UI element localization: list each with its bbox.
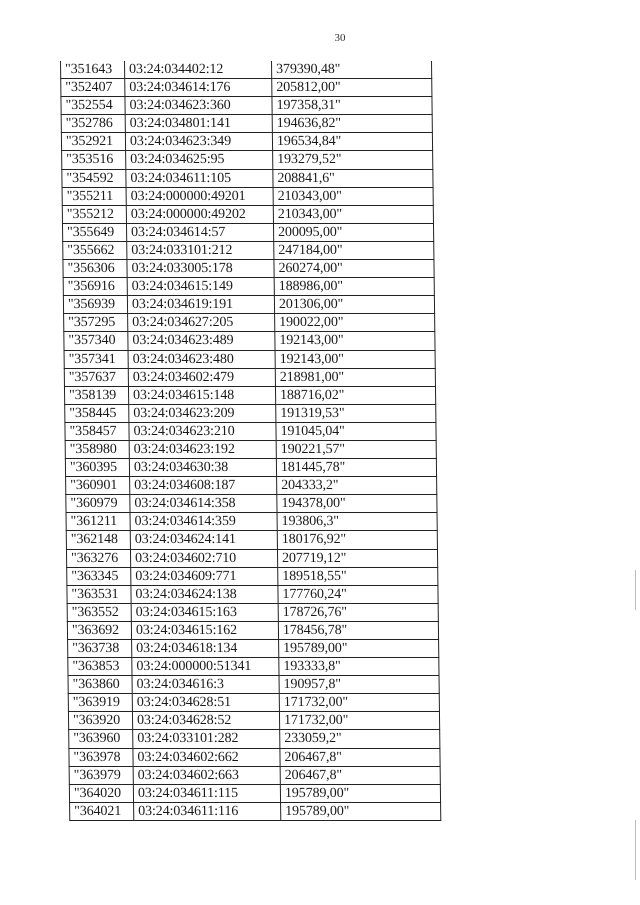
cadastral-number-cell: 03:24:000000:49201: [126, 187, 273, 205]
row-id-cell: "355211: [62, 187, 126, 205]
cadastral-number-cell: 03:24:033101:212: [127, 241, 274, 259]
cadastral-number-cell: 03:24:034623:360: [125, 97, 272, 115]
cadastral-number-cell: 03:24:034628:52: [132, 712, 279, 730]
table-row: [65, 404, 436, 422]
table-row: [63, 260, 434, 278]
table-row: [61, 61, 432, 79]
cadastral-number-cell: 03:24:034618:134: [132, 640, 279, 658]
value-cell: 218981,00": [275, 368, 435, 386]
value-cell: 193806,3": [277, 513, 437, 531]
value-cell: 210343,00": [273, 187, 433, 205]
table-row: [65, 459, 436, 477]
cadastral-number-cell: 03:24:034611:105: [126, 169, 273, 187]
cadastral-number-cell: 03:24:034615:162: [131, 621, 278, 639]
row-id-cell: "364021: [70, 802, 134, 820]
value-cell: 195789,00": [280, 784, 440, 802]
table-row: [66, 531, 437, 549]
row-id-cell: "354592: [62, 169, 126, 187]
cadastral-number-cell: 03:24:034628:51: [132, 694, 279, 712]
row-id-cell: "363978: [69, 748, 133, 766]
value-cell: 207719,12": [277, 549, 437, 567]
row-id-cell: "360901: [66, 477, 130, 495]
row-id-cell: "363860: [68, 676, 132, 694]
table-row: [69, 748, 440, 766]
cadastral-number-cell: 03:24:034615:149: [127, 278, 274, 296]
cadastral-number-cell: 03:24:034627:205: [128, 314, 275, 332]
row-id-cell: "363920: [68, 712, 132, 730]
table-row: [65, 440, 436, 458]
cadastral-number-cell: 03:24:034625:95: [126, 151, 273, 169]
cadastral-number-cell: 03:24:034614:358: [130, 495, 277, 513]
value-cell: 193279,52": [273, 151, 433, 169]
cadastral-number-cell: 03:24:034611:115: [133, 784, 280, 802]
row-id-cell: "363919: [68, 694, 132, 712]
row-id-cell: "357637: [64, 368, 128, 386]
cadastral-number-cell: 03:24:034624:138: [131, 585, 278, 603]
cadastral-number-cell: 03:24:034602:662: [133, 748, 280, 766]
value-cell: 180176,92": [277, 531, 437, 549]
value-cell: 181445,78": [276, 459, 436, 477]
row-id-cell: "352921: [61, 133, 125, 151]
value-cell: 192143,00": [275, 332, 435, 350]
data-table: [60, 61, 441, 821]
row-id-cell: "351643: [61, 61, 125, 79]
value-cell: 190022,00": [275, 314, 435, 332]
cadastral-number-cell: 03:24:034602:710: [130, 549, 277, 567]
table-row: [62, 205, 433, 223]
scan-edge-mark: [635, 820, 636, 880]
table-row: [61, 133, 432, 151]
cadastral-number-cell: 03:24:000000:51341: [132, 658, 279, 676]
value-cell: 196534,84": [272, 133, 432, 151]
table-row: [68, 676, 439, 694]
table-row: [68, 712, 439, 730]
cadastral-number-cell: 03:24:034615:148: [128, 386, 275, 404]
value-cell: 205812,00": [272, 79, 432, 97]
value-cell: 194636,82": [272, 115, 432, 133]
value-cell: 189518,55": [278, 567, 438, 585]
cadastral-number-cell: 03:24:034623:210: [129, 422, 276, 440]
row-id-cell: "361211: [66, 513, 130, 531]
row-id-cell: "356306: [63, 260, 127, 278]
row-id-cell: "355212: [62, 205, 126, 223]
value-cell: 188986,00": [274, 278, 434, 296]
table-row: [69, 784, 440, 802]
cadastral-number-cell: 03:24:034623:192: [129, 440, 276, 458]
value-cell: 197358,31": [272, 97, 432, 115]
table-row: [69, 766, 440, 784]
value-cell: 190957,8": [279, 676, 439, 694]
value-cell: 206467,8": [280, 766, 440, 784]
cadastral-number-cell: 03:24:034630:38: [129, 459, 276, 477]
row-id-cell: "360395: [65, 459, 129, 477]
table-row: [68, 658, 439, 676]
table-row: [67, 567, 438, 585]
table-row: [67, 621, 438, 639]
cadastral-number-cell: 03:24:034615:163: [131, 603, 278, 621]
cadastral-number-cell: 03:24:034623:489: [128, 332, 275, 350]
row-id-cell: "352554: [61, 97, 125, 115]
value-cell: 204333,2": [277, 477, 437, 495]
cadastral-number-cell: 03:24:034616:3: [132, 676, 279, 694]
table-row: [65, 422, 436, 440]
cadastral-number-cell: 03:24:033101:282: [133, 730, 280, 748]
value-cell: 247184,00": [274, 241, 434, 259]
value-cell: 206467,8": [280, 748, 440, 766]
value-cell: 201306,00": [274, 296, 434, 314]
row-id-cell: "353516: [62, 151, 126, 169]
row-id-cell: "355662: [63, 241, 127, 259]
table-row: [66, 549, 437, 567]
cadastral-number-cell: 03:24:034611:116: [134, 802, 281, 820]
cadastral-number-cell: 03:24:034623:480: [128, 350, 275, 368]
value-cell: 191045,04": [276, 422, 436, 440]
cadastral-number-cell: 03:24:034608:187: [130, 477, 277, 495]
row-id-cell: "363979: [69, 766, 133, 784]
table-row: [61, 79, 432, 97]
value-cell: 195789,00": [279, 640, 439, 658]
table-row: [66, 477, 437, 495]
row-id-cell: "358139: [64, 386, 128, 404]
cadastral-number-cell: 03:24:034623:209: [129, 404, 276, 422]
row-id-cell: "357340: [64, 332, 128, 350]
cadastral-number-cell: 03:24:034614:359: [130, 513, 277, 531]
row-id-cell: "356939: [63, 296, 127, 314]
cadastral-number-cell: 03:24:033005:178: [127, 260, 274, 278]
table-row: [62, 187, 433, 205]
row-id-cell: "362148: [66, 531, 130, 549]
table-row: [62, 223, 433, 241]
value-cell: 193333,8": [279, 658, 439, 676]
row-id-cell: "363738: [68, 640, 132, 658]
value-cell: 177760,24": [278, 585, 438, 603]
value-cell: 191319,53": [276, 404, 436, 422]
row-id-cell: "357295: [64, 314, 128, 332]
table-body: [61, 61, 441, 820]
table-row: [64, 314, 435, 332]
cadastral-number-cell: 03:24:034624:141: [130, 531, 277, 549]
cadastral-number-cell: 03:24:034602:479: [128, 368, 275, 386]
row-id-cell: "358457: [65, 422, 129, 440]
scan-edge-mark: [635, 570, 636, 610]
table-row: [69, 730, 440, 748]
row-id-cell: "363960: [69, 730, 133, 748]
value-cell: 200095,00": [273, 223, 433, 241]
page-number: 30: [334, 32, 346, 44]
row-id-cell: "363531: [67, 585, 131, 603]
row-id-cell: "363345: [67, 567, 131, 585]
row-id-cell: "363276: [66, 549, 130, 567]
table-row: [66, 495, 437, 513]
value-cell: 171732,00": [279, 694, 439, 712]
cadastral-number-cell: 03:24:000000:49202: [126, 205, 273, 223]
row-id-cell: "363853: [68, 658, 132, 676]
value-cell: 192143,00": [275, 350, 435, 368]
value-cell: 379390,48": [272, 61, 432, 79]
value-cell: 190221,57": [276, 440, 436, 458]
table-row: [63, 296, 434, 314]
row-id-cell: "355649: [62, 223, 126, 241]
value-cell: 208841,6": [273, 169, 433, 187]
table-row: [67, 585, 438, 603]
row-id-cell: "363692: [67, 621, 131, 639]
value-cell: 210343,00": [273, 205, 433, 223]
value-cell: 171732,00": [279, 712, 439, 730]
value-cell: 233059,2": [280, 730, 440, 748]
table-row: [68, 694, 439, 712]
row-id-cell: "352407: [61, 79, 125, 97]
table-row: [64, 350, 435, 368]
table-row: [62, 151, 433, 169]
table-row: [64, 386, 435, 404]
table-row: [70, 802, 441, 820]
table-row: [64, 332, 435, 350]
value-cell: 194378,00": [277, 495, 437, 513]
table-row: [68, 640, 439, 658]
row-id-cell: "358445: [65, 404, 129, 422]
table-row: [63, 278, 434, 296]
table-row: [66, 513, 437, 531]
row-id-cell: "358980: [65, 440, 129, 458]
cadastral-number-cell: 03:24:034614:176: [125, 79, 272, 97]
value-cell: 178726,76": [278, 603, 438, 621]
value-cell: 195789,00": [281, 802, 441, 820]
row-id-cell: "363552: [67, 603, 131, 621]
row-id-cell: "357341: [64, 350, 128, 368]
table-row: [63, 241, 434, 259]
cadastral-number-cell: 03:24:034619:191: [127, 296, 274, 314]
row-id-cell: "360979: [66, 495, 130, 513]
table-row: [62, 169, 433, 187]
row-id-cell: "352786: [61, 115, 125, 133]
cadastral-number-cell: 03:24:034609:771: [131, 567, 278, 585]
value-cell: 178456,78": [278, 621, 438, 639]
cadastral-number-cell: 03:24:034623:349: [125, 133, 272, 151]
row-id-cell: "364020: [69, 784, 133, 802]
table-row: [64, 368, 435, 386]
table-row: [61, 115, 432, 133]
cadastral-number-cell: 03:24:034801:141: [125, 115, 272, 133]
value-cell: 188716,02": [275, 386, 435, 404]
cadastral-number-cell: 03:24:034402:12: [125, 61, 272, 79]
table-row: [67, 603, 438, 621]
row-id-cell: "356916: [63, 278, 127, 296]
value-cell: 260274,00": [274, 260, 434, 278]
table-row: [61, 97, 432, 115]
cadastral-number-cell: 03:24:034614:57: [126, 223, 273, 241]
cadastral-number-cell: 03:24:034602:663: [133, 766, 280, 784]
